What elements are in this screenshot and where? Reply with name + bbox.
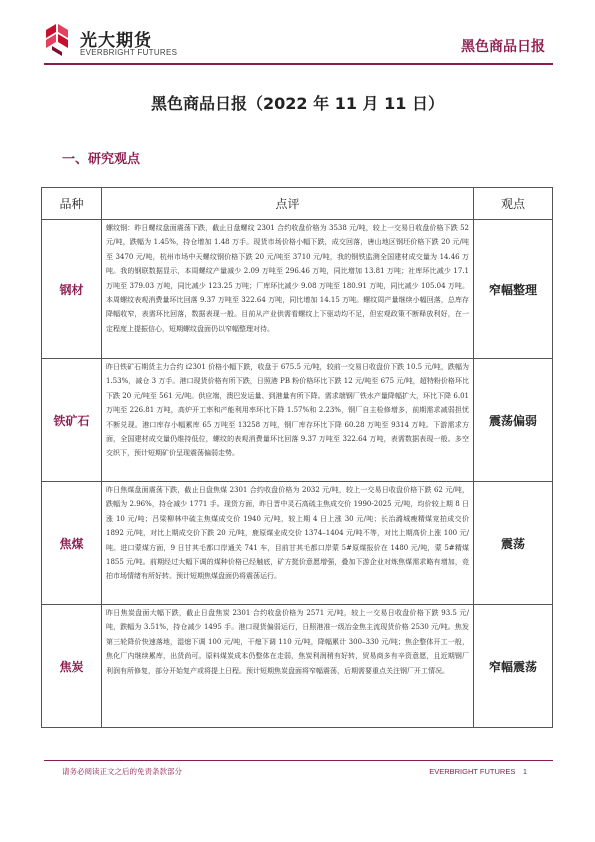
row-comment: 昨日焦煤盘面震荡下跌，截止日盘焦煤 2301 合约收盘价格为 2032 元/吨，较上一交易日收盘价格下跌 62 元/吨，跌幅为 2.96%，持仓减少 1771 手。现货方面，昨日晋中灵石高硫主焦成交价 1990-2025 元/吨，均价较上期 8 日涨 10 元/吨；吕梁柳林中硫主焦煤成交价 1940 元/吨，较上期 4 日上涨 30 元/吨；长治潞城瘦精煤竞拍成交价 1892 元/吨，对比上期成交价下跌 20 元/吨，鹿原煤业成交价 1374–1404 元/吨不等，对比上期高价上涨 100 元/吨。进口蒙煤方面，9 日甘其毛都口岸通关 741 车，目前甘其毛都口岸蒙 5#原煤报价在 1480 元/吨，蒙 5#精煤 1855 元/吨。前期经过大幅下调的煤种价格已经触底，矿方挺价意愿增强，叠加下游企业对炼焦煤需求略有增加，竞拍市场情绪有所好转。预计短期焦煤盘面仍将震荡运行。 [102,482,474,605]
row-comment: 螺纹钢：昨日螺纹盘面震荡下跌，截止日盘螺纹 2301 合约收盘价格为 3538 元/吨，较上一交易日收盘价格下跌 52 元/吨，跌幅为 1.45%，持仓增加 1.48 万手。现货市场价格小幅下跌，成交回落，唐山地区钢坯价格下跌 20 元/吨至 3470 元/吨，杭州市场中天螺纹钢价格下跌 20 元/吨至 3710 元/吨，我的钢铁监测全国建材成交量为 14.46 万吨。我的钢联数据显示，本周螺纹产量减少 2.09 万吨至 296.46 万吨，同比增加 13.81 万吨；社库环比减少 17.1 万吨至 379.03 万吨，同比减少 123.25 万吨；厂库环比减少 9.08 万吨至 180.91 万吨，同比减少 105.04 万吨。本周螺纹表观消费量环比回落 9.37 万吨至 322.64 万吨，同比增加 14.15 万吨。螺纹周产量继续小幅回落，总库存降幅收窄，表需环比回落，数据表现一般。目前从产业供需看螺纹上下驱动均不足，但宏观政策不断释放利好，在一定程度上提振信心，短期螺纹盘面仍以窄幅整理对待。 [102,220,474,359]
research-table [41,187,553,728]
header-divider [44,63,553,65]
table-header-row [42,188,553,220]
row-category: 钢材 [42,220,102,359]
footer-disclaimer: 请务必阅读正文之后的免责条款部分 [62,767,182,776]
brand-name-cn: 光大期货 [80,31,152,51]
row-view: 窄幅整理 [474,220,553,359]
row-category: 焦炭 [42,605,102,728]
column-header-category: 品种 [42,188,102,220]
table-row [42,220,553,359]
header-report-title: 黑色商品日报 [461,39,545,55]
page-header [0,0,595,72]
row-category: 铁矿石 [42,359,102,482]
column-header-view: 观点 [474,188,553,220]
row-view: 震荡偏弱 [474,359,553,482]
footer-divider [44,760,553,761]
row-view: 震荡 [474,482,553,605]
row-category: 焦煤 [42,482,102,605]
everbright-logo-icon [44,22,74,56]
document-title: 黑色商品日报（2022 年 11 月 11 日） [151,94,444,113]
footer-page-info: EVERBRIGHT FUTURES 1 [429,767,527,776]
brand-name-en: EVERBRIGHT FUTURES [80,48,178,57]
table-row [42,605,553,728]
table-row [42,482,553,605]
section-heading: 一、研究观点 [62,152,141,167]
table-row [42,359,553,482]
row-comment: 昨日焦炭盘面大幅下跌，截止日盘焦炭 2301 合约收盘价格为 2571 元/吨，较上一交易日收盘价格下跌 93.5 元/吨，跌幅为 3.51%，持仓减少 1495 手。港口现货偏弱运行，日照港准一级冶金焦主流现货价格 2530 元/吨。焦发第三轮降价快速落地，湿熄下调 100 元/吨，干熄下调 110 元/吨，降幅累计 300–330 元/吨；焦企整体开工一般，焦化厂内继续累库，出货尚可。原料煤炭成本仍整体在走弱，焦炭利润稍有好转，贸易商多有辛资意愿，且近期钢厂利润有所修复，部分开始复产或将提上日程。预计短期焦炭盘面将窄幅震荡，后期需要重点关注钢厂开工情况。 [102,605,474,728]
row-comment: 昨日铁矿石期货主力合约 i2301 价格小幅下跌，收盘于 675.5 元/吨，较前一交易日收盘价下跌 10.5 元/吨，跌幅为 1.53%，减仓 3 万手。港口现货价格有所下跌，日照港 PB 粉价格环比下跌 12 元/吨至 675 元/吨，超特粉价格环比下跌 20 元/吨至 561 元/吨。供应端，澳巴发运量、到港量有所下降。需求端钢厂铁水产量降幅扩大，环比下降 6.01 万吨至 226.81 万吨，高炉开工率和产能利用率环比下降 1.57%和 2.23%，钢厂自主检修增多，前期需求减弱担忧不断兑现。港口库存小幅累库 65 万吨至 13258 万吨，钢厂库存环比下降 60.28 万吨至 9314 万吨。下游需求方面，全国建材成交量仍维持低位，螺纹的表观消费量环比回落 9.37 万吨至 322.64 万吨，表需数据表现一般。多空交织下，预计短期矿价呈现震荡偏弱走势。 [102,359,474,482]
column-header-comment: 点评 [102,188,474,220]
row-view: 窄幅震荡 [474,605,553,728]
